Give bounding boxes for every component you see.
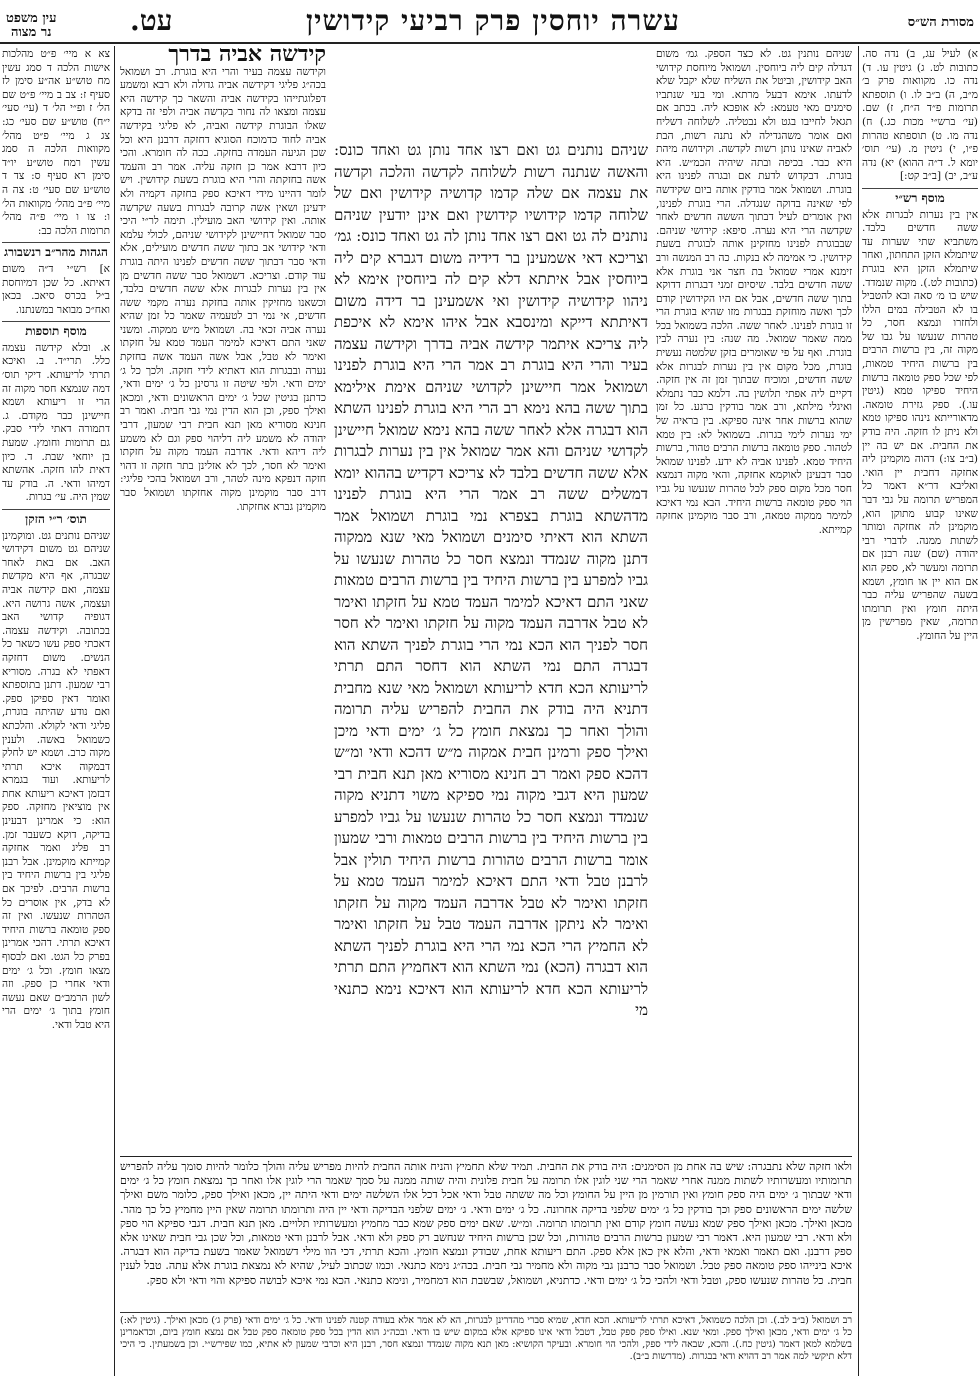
- page-title: עשרה יוחסין פרק רביעי קידושין: [305, 4, 680, 37]
- ein-mishpat-label: עין משפט נר מצוה: [6, 11, 57, 40]
- hagahot-title: הגהות מהר״ב רנשבורג: [2, 242, 110, 260]
- bottom-rashi-commentary: [120, 1160, 852, 1308]
- tosafot-rid-title: תוס׳ ר״י הזקן: [2, 509, 110, 527]
- column-rule-right: [858, 46, 859, 1376]
- bottom-rule: [120, 1156, 852, 1157]
- tosafot-rid-text: שניהם נותנים גט. ומוקמינן שניהם גט משום דקידושי האב. אם באת לאחר שבגרה, אף היא מקדשת עצמה, ואם קידשה אביה ועצמה, אשה גרושה היא. דגופיה קדושי האב בכתובה. וקידשה עצמה. דאכתי ספק עשו כשאר כל הנשים. משום דחזקה דאפתי לא בגרה. מסוריא רבי שמעון. דתנן בתוספתא ואומר דאין ספיקן ספק. ואם נודע שהיתה בוגרת, פליגי ודאי לקולא. והלכתא כשמואל באשה. ולענין מקוה כרב. ושמא יש לחלק דבמקוה איכא תרתי לריעותא. ועוד בגמרא דבזמן דאיכא ריעותא אחת אין מוציאין מחזקה. ספק הוא: כי אמרינן דבעינן בדיקה, דוקא כשעבר זמן. רב פליג ואמר אחזקה קמייתא מוקמינן. אבל רבנן פליגי בין ברשות היחיד בין ברשות הרבים. לפיכך אם לא בדק, אין אוסרים כל הטהרות שנעשו. ואין זה ספק טומאה ברשות היחיד דאיכא תרתי. דהכי אמרינן בפרק כל הגט. ואם לבסוף מצאו חומץ. וכל ג׳ ימים ודאי אחרי כן ספק. וזה לשון הרמב״ם שאם נעשה חומץ בתוך ג׳ ימים הרי היא טבל ודאי.: [2, 529, 110, 1031]
- tosafot-text: וקידשה עצמה בעיר והרי היא בוגרת. רב ושמואל בכה״ג פליגי דקידשה אביה גדולה ולא רבא ומשמע דפלוגתייהו בקידשה אביה והשאר כך קידשה היא עצמה ומצאו לה נחור בקדשה אביה ולפי זה בדקא שאלו הבוגרת קידשה ואביה, לא פליגי בקידשה אביה לחוד כדמוכח הסוגיא דחזקה דרבנן היא וכל שכן הגיעה העמדה בחזקה. בכה לה חומרא. והכי כיון דרבא אמר כן חזקה עליה. אמר רב והעמד אשה בחזקתה והרי היא בוגרת בשעת קידושין. ויש לומר דהיינו מידי דאיכא ספק בחזקה דקמיה ולא ידעינן ושאין אשה קרובה לבגרות בשעה שקדשה אותה. ואין קידושי האב מועילין. תימה לר״י היכי סבר שמואל דחיישינן לקידושי שניהם, לכולי עלמא ודאי קידושי אב בתוך ששה חדשים מועילים, אלא ודאי סבר דבתוך ששה חדשים לפנינו היתה בוגרת עוד קודם. וצריכא. דשמואל סבר ששה חדשים מן אין בין נערות לבגרות אלא ששה חדשים בלבד, וכשאנו מחזיקין אותה בחזקת נערה מקמי ששה חדשים, אי נמי רב לטעמיה שאמר כל זמן שהיא נערה אביה זכאי בה. ושמואל מ״ש ממקוה. ומשני שאני התם דאיכא למימר העמד טמא על חזקתו ואימר לא טבל, אבל אשה העמד אשה בחזקת נערה ובבגרות הוא דאתיא לידי חזקה. ולכך כל ג׳ ימים ודאי. ולפי שיטה זו גרסינן כל ג׳ ימים ודאי, כדתנן בגיטין שכל ג׳ ימים הראשונים ודאי, ומכאן ואילך ספק, וכן הוא הדין נמי גבי חבית. ואמר רב חנינא מסוריא מאן תנא חבית רבי שמעון, דרבי יהודה לא משמע ליה דליהוי ספק וגם לא משמע ליה דיהא ודאי. אדרבה העמד מקוה על חזקתו ואימר לא חסר, לכך לא אזלינן בתר חזקה זו דהוי חזקה דנפקא מינה לטהר, ורב ושמואל בהכי פליגי: דרב סבר מוקמינן מקוה אחזקתו ושמואל סבר מוקמינן גברא אחזקתו.: [120, 65, 326, 513]
- musaf-tosafot-text: א. ובלא קידשה עצמה כלל. תרי״ד. ב. ואיכא תרתי לריעותא. דיקי תוס׳ דמה שנמצא חסר מקוה זה הרי זו ריעותא ושמא חיישינן כבר מקודם. ג. דתמורה דאתי לידי סבק. גם תרומות וחומץ. שמעת בן יוחאי שבת. ד. כיון דאית להו חזקה. אהשתא דמיהו ודאי. ה. בודק עד שמין היה. עי׳ בגרות.: [2, 341, 110, 504]
- bottom-rashi-text: ולאו חזקה שלא נתבגרה: שיש בה אחת מן הסימנים: היה בודק את החבית. תמיד שלא תחמיץ והניח אותה החבית להיות מפריש עליה והולך כלומר להיות סומך עליה להפריש תרומותיו ומעשרותיו לשתות ממנה אחרי שאמר הרי שני לוגין אלו תרומה על חבית פלונית והיה שותה ממנה על סמך שאמר הרי לוגין אלו ואחר כך נמצאת חומץ כל ג׳ ימים ודאי שבתוך ג׳ ימים היה ספק חומץ ואין תורמין מן היין על החומץ וכל מה ששתה טבל ודאי אכל דכל אלו השלשה ימים ודאי היתה יין, מכאן ואילך ספק, כלומר משם ואילך שלשה ימים הראשונים ספק וכך בודקין כל ג׳ ימים שלפני בדיקה אחרונה. כל ג׳ ימים ודאי. ג׳ ימים שלפני הבדיקה ודאי יין היה ותרומתו תרומה שאין היין מחמיץ כל כך מהר. מכאן ואילך. מכאן ואילך ספק שמא נעשה חומץ קודם ואין תרומתו תרומה. ומ״ש. שאם ימים ספק שמא כבר מחמיץ ומעשרותיו תלויים. מאן תנא חבית. דגבי ספיקא הוי ספק ולא ודאי. רבי שמעון היא. דאמר רבי שמעון ברשות הרבים טהורות, וכל שכן ברשות היחיד שנחשב רק ספק ולא ודאי. אבל לרבנן ודאי טמאות, וכל שכן גבי חבית שאינו אלא ספק דרבנן. ואם תאמר ואמאי ודאי, והלא אין כאן אלא ספק. התם ריעותא אחת, שבודק ונמצא חומץ. והכא תרתי, דכי הוו מילי דשמואל שאמר בשעת בדיקה הוא דבגרה. איכא בינייהו ספק טומאה ספק טבל. ושמואל סבר כרבנן גבי מקוה ולא מחמיר גבי חבית. בכה״ג נימא כתנאי. וכמו שכתוב לעיל, שהיא לא נמצאת בוגרת אלא עתה. טבל לענין חבית. כל טהרות שנעשו ספק, וטבל ודאי ולהכי כל ג׳ ימים ודאי. כדתניא, ושמואל, שבשבת הוא דמחמיר, ונימא כתנאי. הכא נמי איכא לבושה ספיקא והוי ודאי ולא ספק.: [120, 1160, 852, 1287]
- footnotes-text: רב ושמואל (ב״ב לב.). וכן הלכה כשמואל, דאיכא תרתי לריעותא. הכא חדא, שמיא סברי מהדרינן לבגרות, הא לא אמר אלא בעודה קטנה לפנינו ודאי. כל ג׳ ימים ודאי (פרק ג׳) מכאן ואילך. (גיטין לא:) כל ג׳ ימים ודאי, מכאן ואילך ספק. ומאי שנא. ואילו ספק ספק טבל, דטבל ודאי אינו ספיקא אלא במקום שיש בו ודאי. ובכה״ג הוא הדין בכל ספק טומאה ספק טבל אם נמצא חומץ ביום, וכדאמרינן בשלמא למאן דאמר (גיטין כח.). והכא, שבאה לידי ספק, ולהכי הוי חומרא. ובעיקר הקושיא: מאן תנא מקוה שנמדד ונמצא חסר, רבנן היא וכרבי שמעון לא אתיא, כמו שפירש״י. וכן בשמעתין. כי היכי דלא תיקשי למה אמר רב דהויא ודאי בבגרות. (מדרשות ב״ב).: [120, 1315, 852, 1362]
- footnotes: [120, 1312, 852, 1377]
- masoret-hashas-column: [862, 48, 978, 1376]
- masoret-hashas-text: א) לעיל עג, ב) נדה סה. כתובות לט. ג) גיטין עו. ד) נדה כו. מקוואות פרק ב׳ מ״ב, ה) ב״ב לו. ו) תוספתא תרומות פ״ד ה״ח, ז) שם. (עי׳ ברש״י מכות כג.) ח) נדה מו. ט) תוספתא טהרות פ״ו, י) גיטין מ. (עי׳ תוס׳ יומא ל. ד״ה ההוא) יא) נדה ע״ב, יב) [ב״ב קט:]: [862, 48, 978, 183]
- column-rule-left: [114, 46, 115, 1376]
- tosafot-heading: קידשה אביה בדרך: [168, 48, 326, 67]
- masoret-hashas-label: מסורת הש״ס: [907, 15, 974, 30]
- rashi-commentary: [656, 48, 852, 1152]
- page-header: [0, 0, 980, 40]
- musaf-tosafot-title: מוסף תוספות: [2, 321, 110, 339]
- header-rule: [0, 42, 980, 44]
- hagahot-text: א] רש״י ד״ה משום דאיתא. כל שכן דמיוחסת ב״ל בכרס סיאכ. בכאן ואח״כ מבואר במשנתנו.: [2, 262, 110, 316]
- gemara-main-text: [334, 140, 648, 1152]
- ein-mishpat-column: [2, 48, 110, 1376]
- musaf-rashi-text: אין בין נערות לבגרות אלא ששה חדשים בלבד. משתביא שתי שערות עד שיתמלא הזקן התחתון, ואחר שיתמלא הזקן היא בוגרת (כתובות לט.). מקוה שנמדד. שיש בו מ׳ סאה ובא להטביל בו לא הטבילה במים הללו ולחזרו ונמצא חסר, כל טהרות שנעשו על גבו של מקוה זה, בין ברשות הרבים בין ברשות היחיד טמאות, לפי שכל ספק טומאה ברשות היחיד ספיקו טמא (גיטין עו.). ספק גזירת טומאה. מדאורייתא נינהו ספיקו טמא ולא ניתן לו חזקה. היה בודק את החבית. אם יש בה יין (ב״ב צו:) דהוה מוקמינן ליה אחזקה דחבית יין הואי. ואליבא דר״א דאמר כל המפריש תרומה על גבי דבר שאינו קבוע מתוקן הוא, מוקמינן לה אחזקה ומותר לשתות ממנה. לדברי רבי יהודה (שם) שנה רבנן אם תרומה ומעשר לא, ספק הוא אם הוא יין או חומץ, ושמא בשעה שהפריש עליה כבר היתה חומץ ואין תרומתו תרומה, שאין מפרישין מן היין על החומץ.: [862, 208, 978, 642]
- gemara-text: שניהם נותנים גט ואם רצו אחד נותן גט ואחד כונס: והאשה שנתנה רשות לשלוחה לקדשה והלכה וקדשה את עצמה אם שלה קדמו קדושיה קידושין ואם של שלוחה קדמו קידושיו קידושין ואם אינן יודעין שניהם נותנים לה גט ואם רצו אחד נותן לה גט ואחד כונס: גמ׳ וצריכא דאי אשמעינן בר דידיה משום דגברא קים ליה ביוחסין אבל איתתא דלא קים לה ביוחסין אימא לא ניהוו קידושיה קידושין ואי אשמעינן בר דידה משום דאיתתא דייקא ומינסבא אבל איהו אימא לא איכפת ליה צריכא איתמר קידשה אביה בדרך וקידשה עצמה בעיר והרי היא בוגרת רב אמר הרי היא בוגרת לפנינו ושמואל אמר חיישינן לקדושי שניהם אימת אילימא בתוך ששה בהא נימא רב הרי היא בוגרת לפנינו השתא הוא דבגרה אלא לאחר ששה בהא נימא שמואל חיישינן לקדושי שניהם והא אמר שמואל אין בין נערות לבגרות אלא ששה חדשים בלבד לא צריכא דקדיש בההוא יומא דמשלים ששה רב אמר הרי היא בוגרת לפנינו מדהשתא בוגרת בצפרא נמי בוגרת ושמואל אמר השתא הוא דאיתי סימנים ושמואל מאי שנא ממקוה דתנן מקוה שנמדד ונמצא חסר כל טהרות שנעשו על גביו למפרע בין ברשות היחיד בין ברשות הרבים טמאות שאני התם דאיכא למימר העמד טמא על חזקתו ואימר לא טבל אדרבה העמד מקוה על חזקתו ואימר לא חסר חסר לפניך הוא הכא נמי הרי בוגרת לפניך השתא הוא דבגרה התם נמי השתא הוא דחסר התם תרתי לריעותא הכא חדא לריעותא ושמואל מאי שנא מחבית דתניא היה בודק את החבית להפריש עליה תרומה והולך ואחר כך נמצאת חומץ כל ג׳ ימים ודאי מיכן ואילך ספק ורמינן חבית אמקוה מ״ש דהכא ודאי ומ״ש דהכא ספק ואמר רב חנינא מסוריא מאן תנא חבית רבי שמעון היא דגבי מקוה נמי ספיקא משוי דתניא מקוה שנמדד ונמצא חסר כל טהרות שנעשו על גביו למפרע בין ברשות היחיד בין ברשות הרבים טמאות ורבי שמעון אומר ברשות הרבים טהורות ברשות היחיד תולין אבל לרבנן טבל ודאי התם דאיכא למימר העמד טמא על חזקתו ואימר לא טבל אדרבה העמד מקוה על חזקתו ואימר לא ניתקן אדרבה העמד טבל על חזקתו ואימר לא החמיץ הרי הכא נמי הרי היא בוגרת לפניך השתא הוא דבגרה (הכא) נמי השתא הוא דאחמיץ התם תרתי לריעותא הכא חדא לריעותא הוא דאיכא נימא כתנאי מי: [334, 141, 648, 1019]
- tosafot-commentary: [120, 48, 326, 1152]
- ein-mishpat-text: צא א מיי׳ פ״ט מהלכות אישות הלכה ד סמג עשין מח טוש״ע אה״ע סימן לז סעיף ז: צב ב מיי׳ פ״ט שם הל׳ ז ופ״י הל׳ ד (עי׳ סעי׳ י״ח) טוש״ע שם סעי׳ כג: צג ג מיי׳ פ״ט מהל׳ מקוואות הלכה ה סמג עשין רמח טוש״ע יו״ד סימן רא סעיף ס: צד ד טוש״ע שם סעי׳ ט: צה ה מיי׳ פ״ב מהל׳ מקוואות הל׳ ו: צו ו מיי׳ פ״ה מהל׳ תרומות הלכה כב:: [2, 48, 110, 237]
- folio-number: עט.: [130, 4, 173, 37]
- rashi-text: שניהם נותנין גט. לא כצד הספק. גמ׳ משום דגדלה קים ליה ביוחסין. ושמואל מיוחסת קידושי האב קידושין, וביטל את השליח שלא יקבל שלא לדעתו. אימא דבעל מרתא. ומי בעי שנתביו סימנים מאי טעמא: לא אופכא ליה. בכתב אם תגאל לחייבו בגט ולא נבטליה. לשלוחה דשליח ואם אומר משהגדילה לא נתנה רשות, הבת לאביה שאינו נותן רשות לקדשה. וקידושה מיהת היא כבר. בכיפה ובתה שיהיה הכמ״ש. היא בוגרת. דבקדוש לדעת אם ובגרה לפנינו היא בוגרת. ושמואל אמר בודקין אותה ביום שקידשה לפי שאינה בדוקה שנגדלה. הרי בוגרת לפנינו, ואין אומרים לעיל דבתוך הששה חדשים לאחר שקדשה הרי היא נערה. סיפא: קידושי שניהם. שבבוגרת לפנינו מחזקינן אותה לבוגרת בשעת קידושין. כי אמימה לא בנקות. כה רב המנשה ורב זימנא אמרי שמואל בת חצר אני בוגרת אלא ששה חדשים בלבד. שיסיום זמני דבגרות דדוקא בתוך ששה חדשים, אבל אם היו הקידושין קודם לכך ואשה מוחזקת בבגרות מזו שהיא בוגרת הרי זו בוגרת לפנינו. לאחר ששה. הלכה בשמואל בכל ממה שאמר שמואל. מה שנה: בין נערה לבין בוגרת. ואף על פי שאומרים בזקן שלמטה נעשית בוגרת, מכל מקום אין בין נערות לבגרות אלא ששה חדשים, ומוכיח שבתוך זמן זה אין חזקה. דקיים ליה אפתי תלושין בה. דלמא כבר נתמלא ואיגלי מילתא, ורב אמר בודקין ברגע. כל זמן שהוא ברשות אחר אינה ספיקא. בין בראיה של ימי נערות לימי בגרות. בשמואל לא: בין טמא לטהור. ספק טומאה ברשות הרבים טהור, ברשות היחיד טמא. לפנינו אביה לא ידע. לפנינו שמואל סבר דבעינן לאוקמא אחזקה, והאי מקוה דנמצא חסר מכל מקום ספק לכל טהרות שנעשו על גביו הוי ספק טומאה ברשות היחיד. הבא נמי דאיכא למימר ממקוה טמאה, ורב סבר מוקמינן אחזקה קמייתא.: [656, 48, 852, 536]
- musaf-rashi-title: מוסף רש״י: [862, 188, 978, 206]
